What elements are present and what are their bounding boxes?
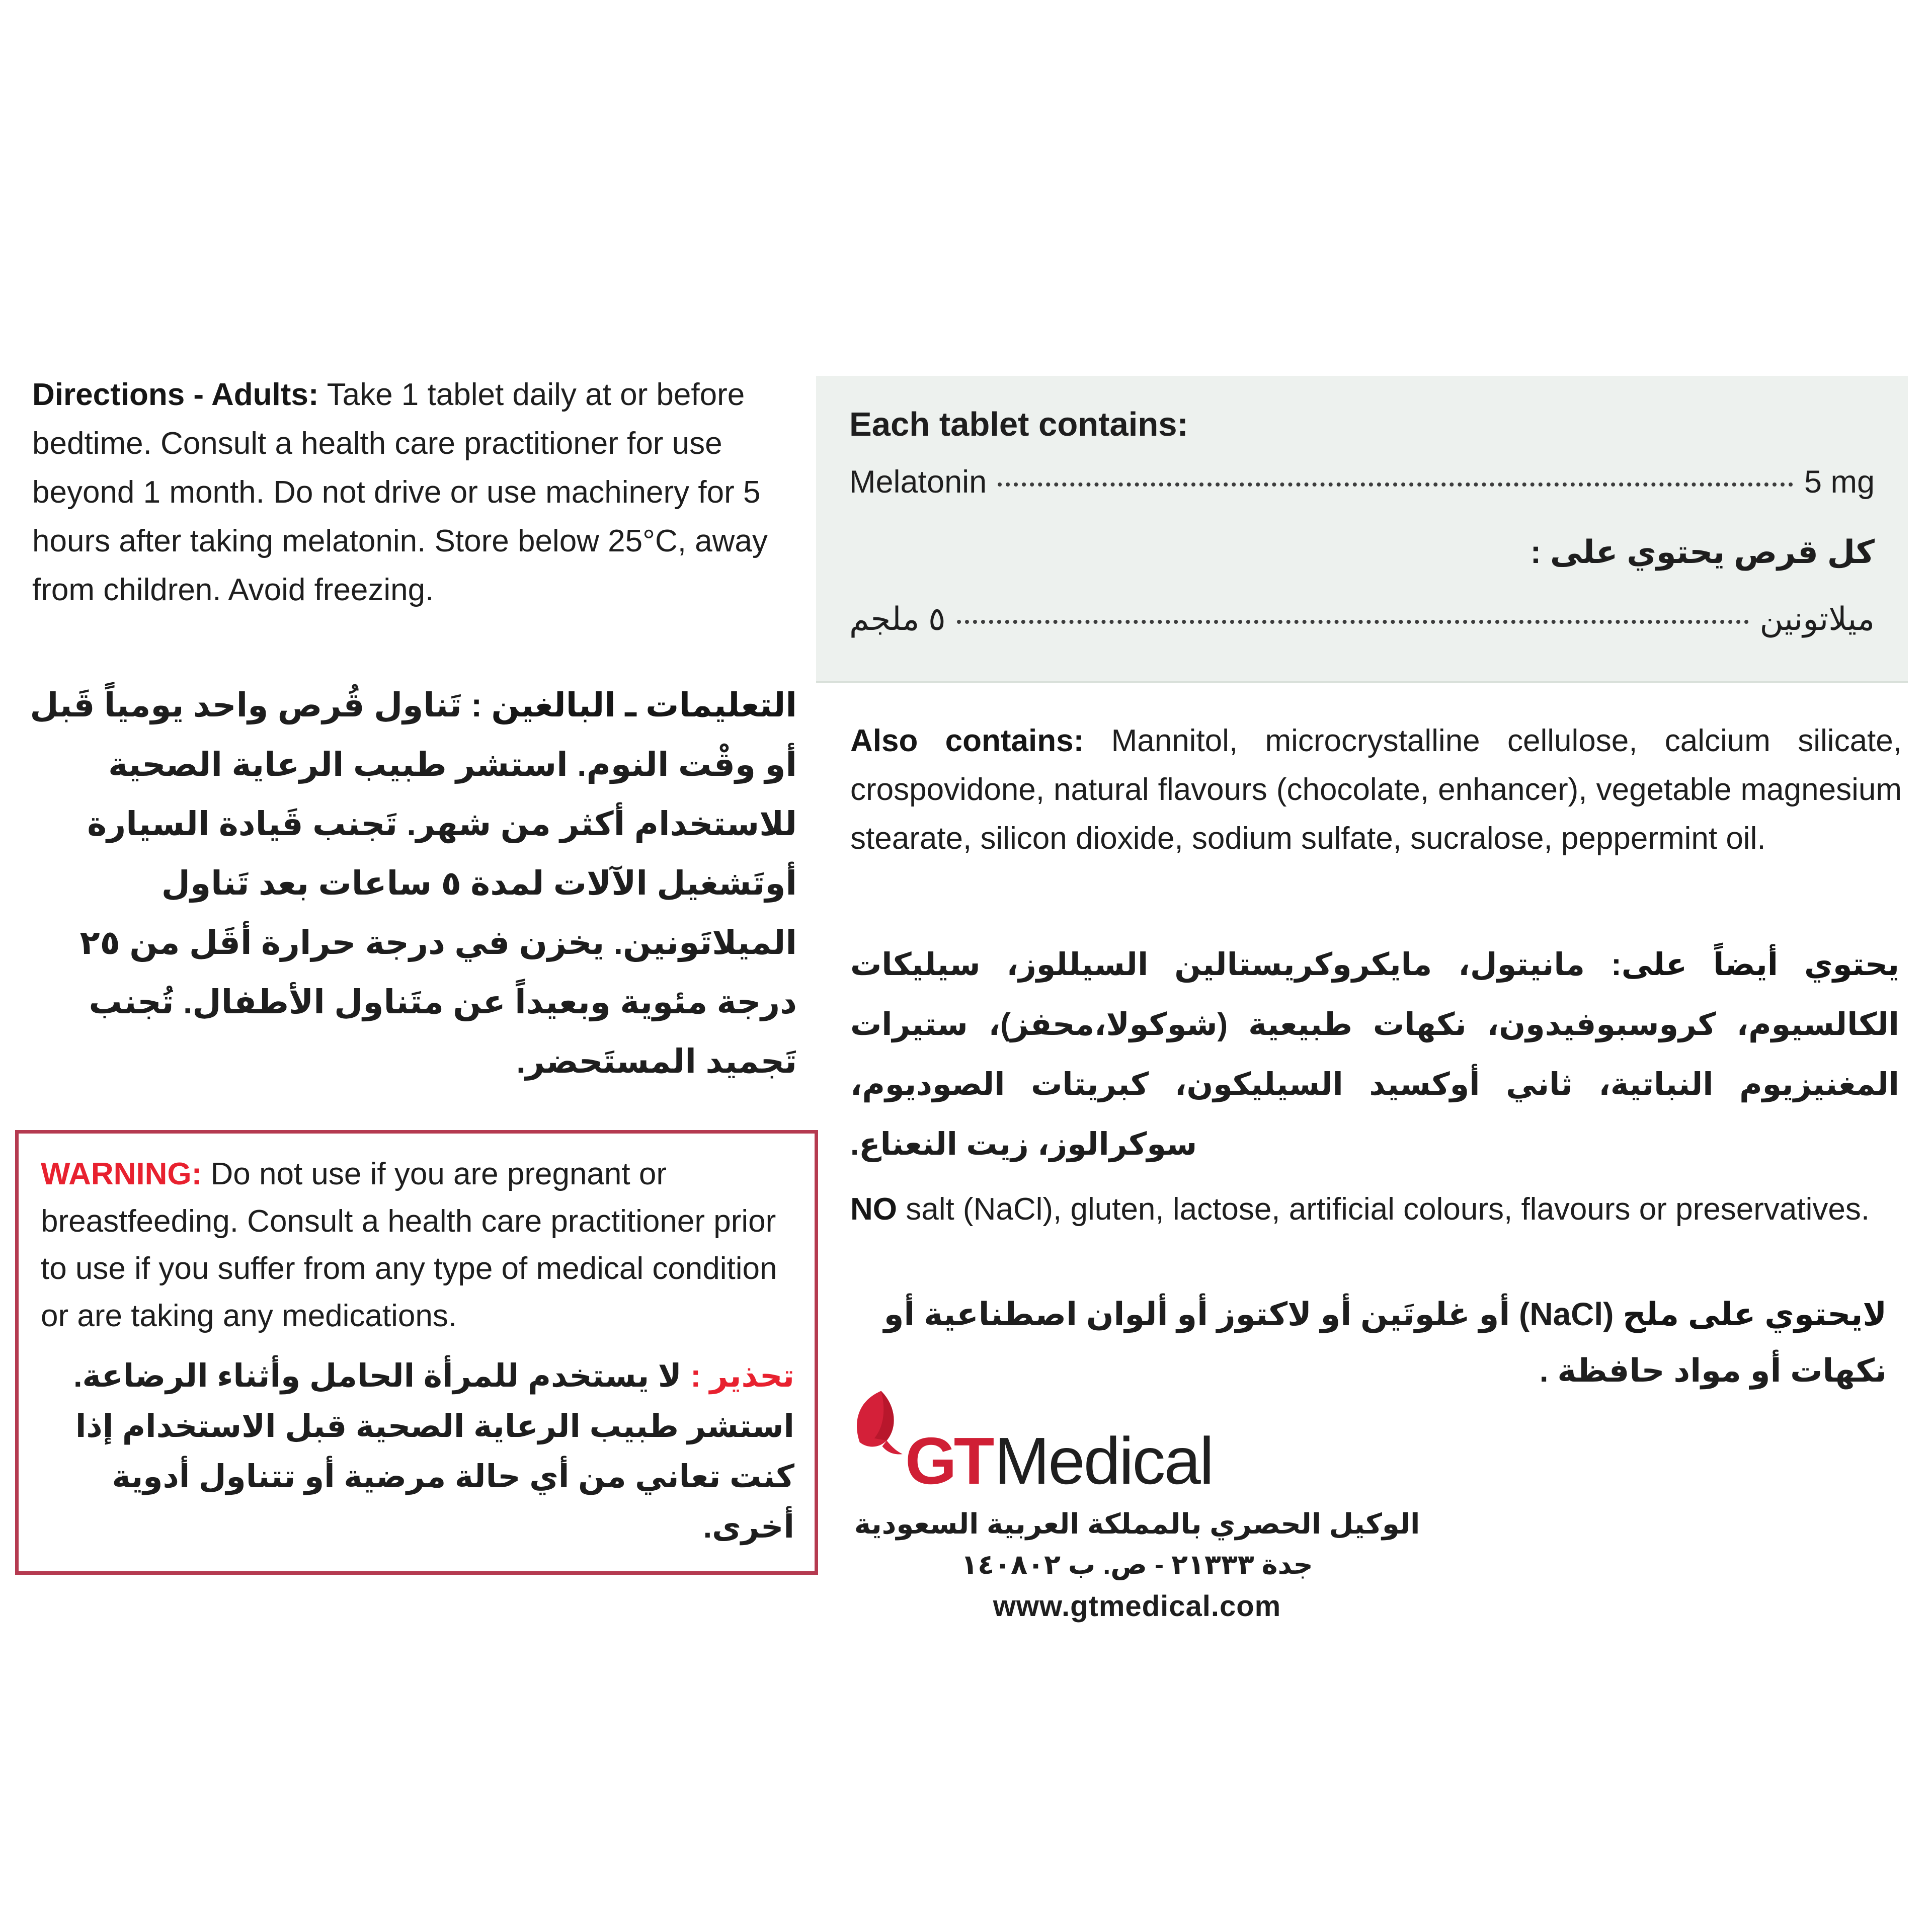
melatonin-row-english bbox=[849, 464, 1875, 500]
warning-box bbox=[15, 1130, 818, 1575]
gt-medical-logo bbox=[838, 1388, 1436, 1498]
free-from-english-paragraph bbox=[850, 1185, 1902, 1233]
logo-text-medical: Medical bbox=[994, 1424, 1213, 1498]
warning-english-body: Do not use if you are pregnant or breastfeeding. Consult a health care practitioner prior to use if you suffer from any type of medical condition or are taking any medications. bbox=[41, 1157, 777, 1333]
melatonin-row-arabic bbox=[849, 600, 1875, 638]
also-contains-arabic-body: مانيتول، مايكروكريستالين السيللوز، سيليكات الكالسيوم، كروسبوفيدون، نكهات طبيعية (شوكولا،محفز)، ستيرات المغنيزيوم النباتية، ثاني أوكسيد السيليكون، كبريتات الصوديوم، سوكرالوز، زيت النعناع. bbox=[850, 947, 1899, 1162]
free-from-arabic-body: (NaCl) أو غلوتَين أو لاكتوز أو ألوان اصطناعية أو نكهات أو مواد حافظة . bbox=[883, 1296, 1887, 1389]
melatonin-ingredient-arabic: ميلاتونين bbox=[1759, 601, 1875, 637]
also-contains-english-paragraph bbox=[850, 716, 1902, 863]
leaf-icon bbox=[852, 1388, 908, 1463]
also-contains-arabic-lead: يحتوي أيضاً على: bbox=[1611, 947, 1899, 982]
free-from-arabic-paragraph bbox=[850, 1286, 1887, 1399]
also-contains-english-lead: Also contains: bbox=[850, 723, 1084, 758]
warning-english-paragraph bbox=[41, 1151, 794, 1340]
directions-arabic-body: تَناول قُرص واحد يومياً قَبل أو وقْت النوم. استشر طبيب الرعاية الصحية للاستخدام أكثر من شهر. تَجنب قَيادة السيارة أوتَشغيل الآلات لمدة ٥ ساعات بعد تَناول الميلاتَونين. يخزن في درجة حرارة أقَل من ٢٥ درجة مئوية وبعيداً عن متَناول الأطفال. تُجنب تَجميد المستَحضر. bbox=[30, 686, 797, 1080]
directions-english-paragraph bbox=[32, 370, 787, 614]
exclusive-agent-arabic: الوكيل الحصري بالمملكة العربية السعودية bbox=[854, 1508, 1420, 1540]
dotted-leader bbox=[957, 620, 1749, 624]
directions-arabic-paragraph bbox=[22, 675, 797, 1091]
warning-arabic-label: تحذير : bbox=[690, 1358, 794, 1394]
logo-text-gt: GT bbox=[905, 1424, 992, 1498]
melatonin-amount-arabic: ٥ ملجم bbox=[849, 601, 946, 637]
free-from-english-body: salt (NaCl), gluten, lactose, artificial colours, flavours or preservatives. bbox=[897, 1192, 1870, 1227]
melatonin-amount-english: 5 mg bbox=[1804, 464, 1875, 500]
warning-arabic-paragraph bbox=[41, 1351, 794, 1552]
tablet-contents-heading-english: Each tablet contains: bbox=[849, 406, 1188, 443]
directions-english-lead: Directions - Adults: bbox=[32, 377, 319, 412]
distributor-block bbox=[838, 1388, 1436, 1623]
directions-arabic-lead: التعليمات ـ البالغين : bbox=[471, 686, 797, 723]
directions-english-body: Take 1 tablet daily at or before bedtime. Consult a health care practitioner for use beyond 1 month. Do not drive or use machinery for 5 hours after taking melatonin. Store below 25°C, away from children. Avoid freezing. bbox=[32, 377, 768, 607]
tablet-contents-heading-arabic: كل قرص يحتوي على : bbox=[1530, 534, 1875, 570]
melatonin-ingredient-english: Melatonin bbox=[849, 464, 987, 500]
tablet-contents-box bbox=[816, 376, 1908, 683]
address-arabic: جدة ٢١٣٣٣ - ص. ب ١٤٠٨٠٢ bbox=[961, 1550, 1313, 1580]
free-from-english-lead: NO bbox=[850, 1192, 897, 1227]
dotted-leader bbox=[998, 482, 1793, 487]
website-url: www.gtmedical.com bbox=[993, 1590, 1281, 1623]
warning-arabic-body: لا يستخدم للمرأة الحامل وأثناء الرضاعة. استشر طبيب الرعاية الصحية قبل الاستخدام إذا كنت تعاني من أي حالة مرضية أو تتناول أدوية أخرى. bbox=[73, 1358, 794, 1545]
free-from-arabic-lead: لايحتوي على ملح bbox=[1623, 1296, 1887, 1332]
also-contains-english-body: Mannitol, microcrystalline cellulose, calcium silicate, crospovidone, natural flavours (chocolate, enhancer), vegetable magnesium stearate, silicon dioxide, sodium sulfate, sucralose, peppermint oil. bbox=[850, 723, 1902, 856]
also-contains-arabic-paragraph bbox=[850, 935, 1899, 1174]
warning-english-label: WARNING: bbox=[41, 1157, 202, 1191]
